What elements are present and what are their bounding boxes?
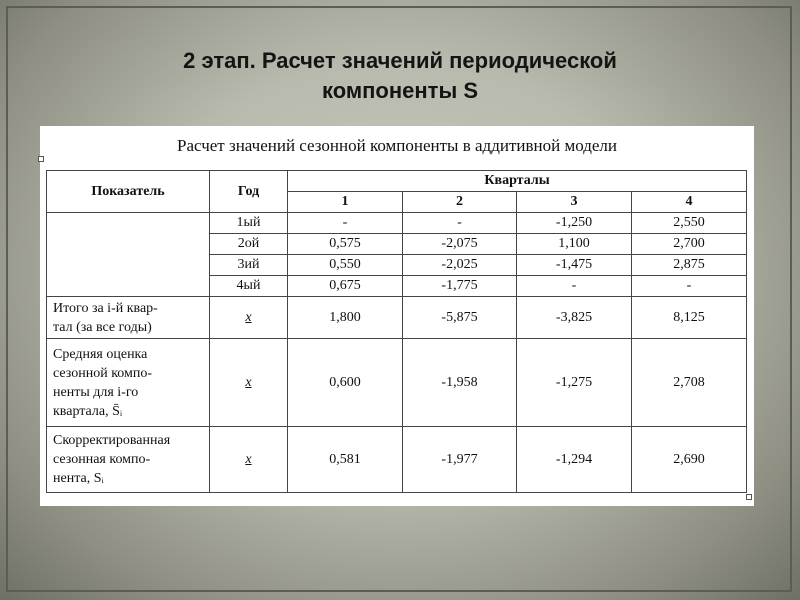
slide-title [0,46,800,106]
header-q4: 4 [632,192,747,213]
value-cell: -1,958 [403,339,517,427]
value-cell: - [288,213,403,234]
year-cell: х [210,339,288,427]
header-row [47,171,747,192]
value-cell: 2,700 [632,234,747,255]
header-q1: 1 [288,192,403,213]
row-label-average [47,339,210,427]
value-cell: - [517,276,632,297]
value-cell: 8,125 [632,297,747,339]
row-label-line: сезонная компо- [53,452,151,467]
value-cell: 0,600 [288,339,403,427]
value-cell: 2,875 [632,255,747,276]
table-row-corrected [47,427,747,493]
value-cell: 0,550 [288,255,403,276]
value-cell: 1,100 [517,234,632,255]
table-caption: Расчет значений сезонной компоненты в аддитивной модели [177,136,617,155]
row-label-line: Средняя оценка [53,346,148,362]
value-cell: 0,581 [288,427,403,493]
row-label-total [47,297,210,339]
seasonal-component-table [46,170,747,493]
row-label-line: квартала, S̄ᵢ [53,403,123,419]
row-label-line: Итого за i-й квар- [53,300,158,316]
slide-title-line-1: 2 этап. Расчет значений периодической [183,48,617,73]
value-cell: -1,250 [517,213,632,234]
value-cell: 2,708 [632,339,747,427]
value-cell: - [632,276,747,297]
row-label-line: сезонной компо- [53,365,153,381]
header-year: Год [210,171,288,213]
table-row [47,213,747,234]
year-cell: х [210,297,288,339]
header-quarters: Кварталы [288,171,747,192]
year-cell: 1ый [210,213,288,234]
value-cell: -3,825 [517,297,632,339]
table-row-average [47,339,747,427]
value-cell: 0,675 [288,276,403,297]
value-cell: -2,075 [403,234,517,255]
value-cell: - [403,213,517,234]
value-cell: 1,800 [288,297,403,339]
row-label-line: ненты для i-го [53,384,139,400]
table-move-handle[interactable] [38,156,44,162]
row-label-line: тал (за все годы) [53,319,152,335]
slide-title-line-2: компоненты S [321,78,479,103]
empty-indicator-cell [47,213,210,297]
value-cell: 2,690 [632,427,747,493]
value-cell: -1,475 [517,255,632,276]
value-cell: -5,875 [403,297,517,339]
header-q3: 3 [517,192,632,213]
table-panel [40,126,754,506]
value-cell: 0,575 [288,234,403,255]
row-label-corrected [47,427,210,493]
year-cell: 2ой [210,234,288,255]
year-cell: 4ый [210,276,288,297]
row-label-line: нента, Sᵢ [53,471,104,486]
row-label-line: Скорректированная [53,433,171,448]
value-cell: -1,977 [403,427,517,493]
value-cell: -1,275 [517,339,632,427]
table-row-total [47,297,747,339]
header-q2: 2 [403,192,517,213]
header-indicator: Показатель [47,171,210,213]
value-cell: -1,294 [517,427,632,493]
year-cell: х [210,427,288,493]
value-cell: -2,025 [403,255,517,276]
year-cell: 3ий [210,255,288,276]
value-cell: -1,775 [403,276,517,297]
table-resize-handle[interactable] [746,494,752,500]
value-cell: 2,550 [632,213,747,234]
